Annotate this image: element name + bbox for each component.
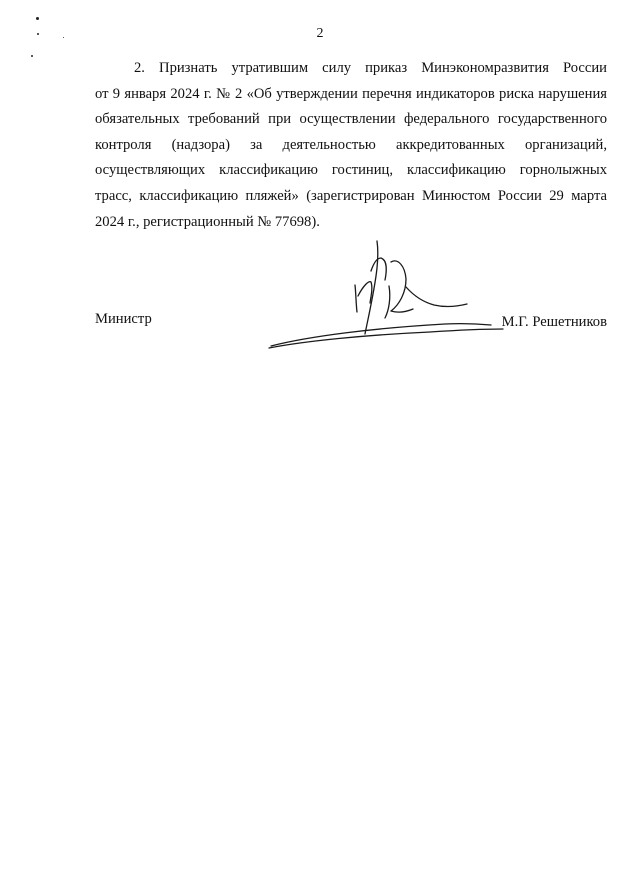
clause-line: осуществляющих классификацию гостиниц, классификацию горнолыжных (95, 162, 607, 179)
clause-paragraph (95, 56, 607, 235)
clause-line: от 9 января 2024 г. № 2 «Об утверждении перечня индикаторов риска нарушения (95, 85, 607, 102)
clause-line: 2024 г., регистрационный № 77698). (95, 213, 320, 230)
scan-speck (36, 17, 39, 20)
page-number: 2 (316, 26, 324, 41)
signatory-title: Министр (95, 311, 152, 327)
clause-line: 2. Признать утратившим силу приказ Минэкономразвития России (134, 60, 607, 76)
clause-line: контроля (надзора) за деятельностью аккредитованных организаций, (95, 136, 607, 153)
handwritten-signature (265, 238, 510, 353)
clause-line: трасс, классификацию пляжей» (зарегистрирован Минюстом России 29 марта (95, 187, 607, 204)
signatory-name: М.Г. Решетников (501, 314, 607, 330)
scan-speck (31, 55, 33, 57)
clause-line: обязательных требований при осуществлении федерального государственного (95, 111, 607, 128)
